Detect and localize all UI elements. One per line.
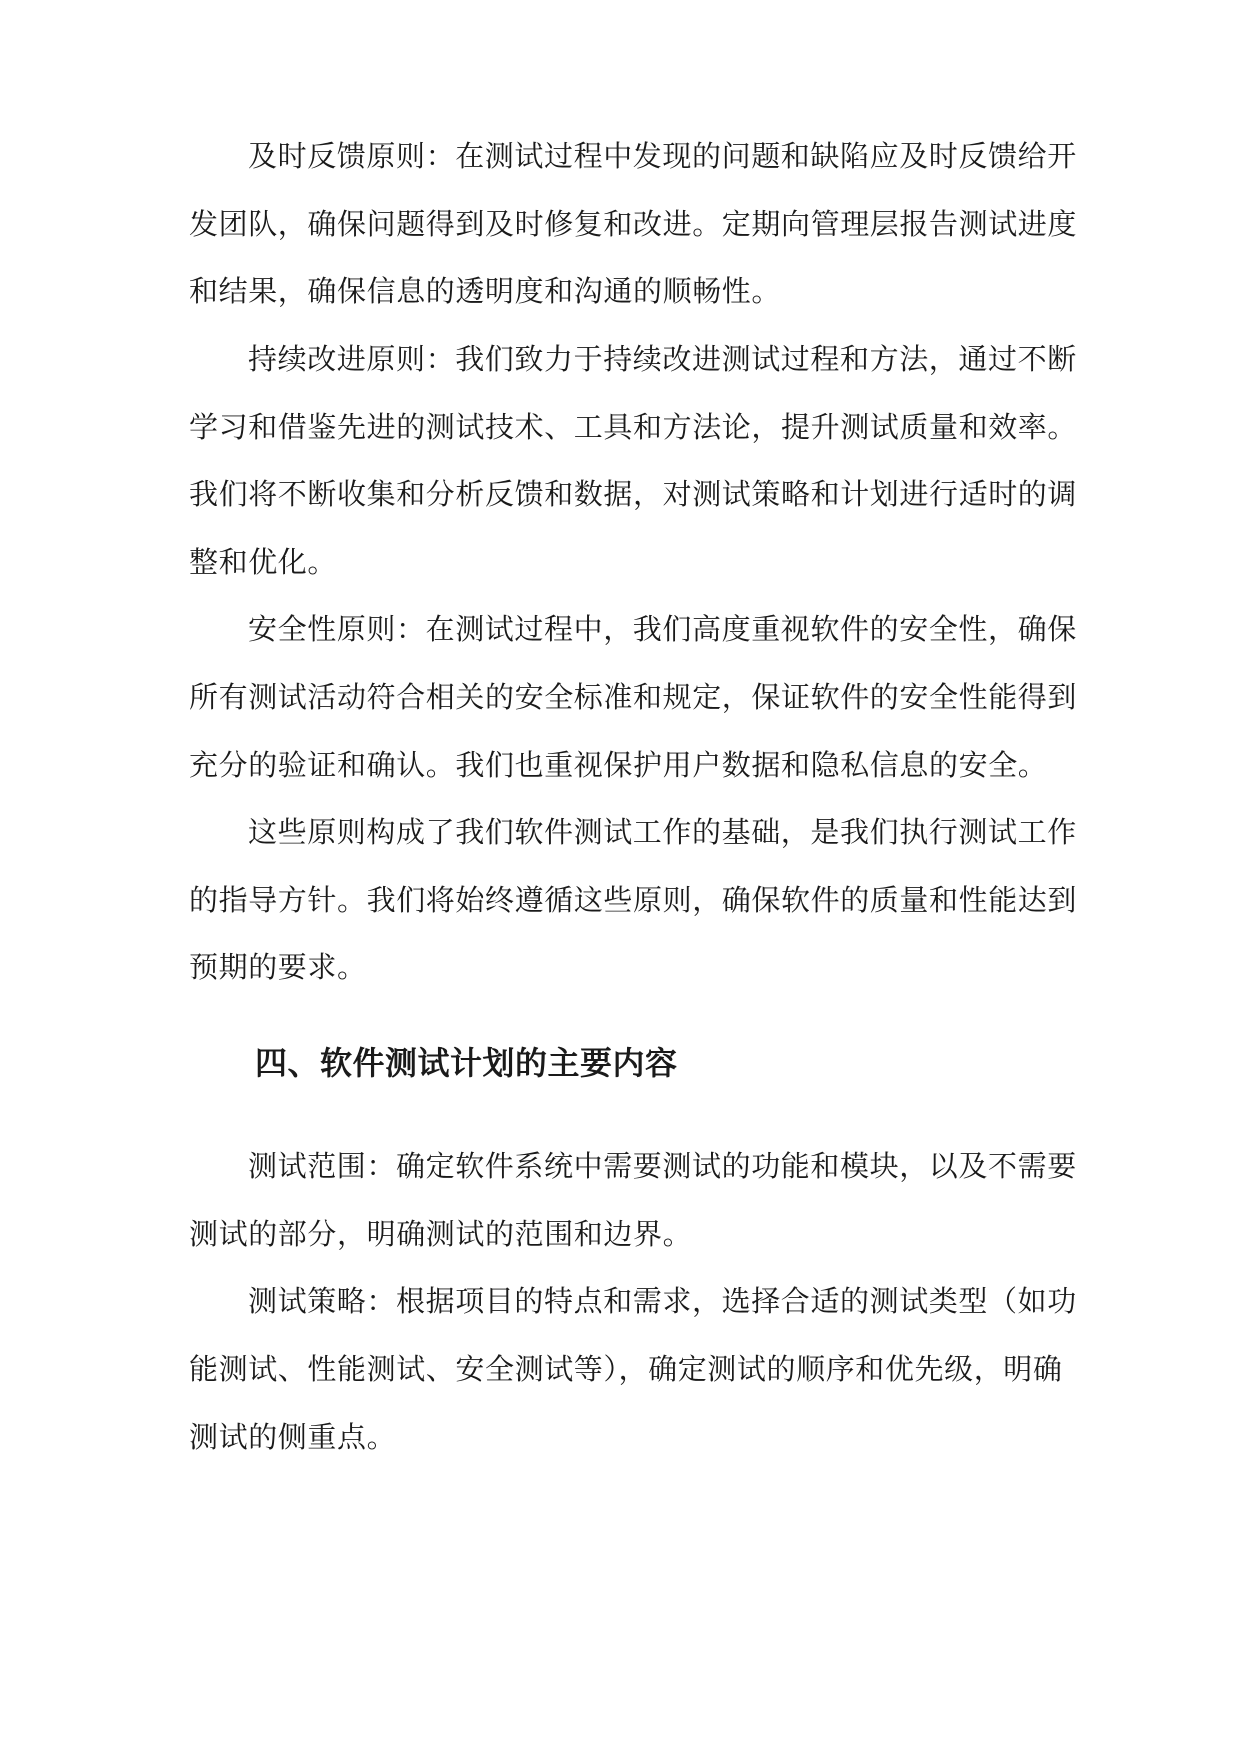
paragraph-line: 的指导方针。我们将始终遵循这些原则，确保软件的质量和性能达到 (189, 883, 1078, 917)
paragraph-line: 测试的部分，明确测试的范围和边界。 (189, 1217, 693, 1251)
paragraph-line: 安全性原则：在测试过程中，我们高度重视软件的安全性，确保 (248, 612, 1077, 646)
paragraph-line: 发团队，确保问题得到及时修复和改进。定期向管理层报告测试进度 (189, 207, 1078, 241)
paragraph-line: 测试范围：确定软件系统中需要测试的功能和模块，以及不需要 (248, 1149, 1077, 1183)
paragraph-line: 能测试、性能测试、安全测试等），确定测试的顺序和优先级，明确 (189, 1352, 1063, 1386)
paragraph-line: 所有测试活动符合相关的安全标准和规定，保证软件的安全性能得到 (189, 680, 1078, 714)
paragraph-line: 测试策略：根据项目的特点和需求，选择合适的测试类型（如功 (248, 1284, 1077, 1318)
paragraph-line: 持续改进原则：我们致力于持续改进测试过程和方法，通过不断 (248, 342, 1077, 376)
paragraph-line: 我们将不断收集和分析反馈和数据，对测试策略和计划进行适时的调 (189, 477, 1078, 511)
paragraph-line: 预期的要求。 (189, 950, 367, 984)
paragraph-line: 及时反馈原则：在测试过程中发现的问题和缺陷应及时反馈给开 (248, 139, 1077, 173)
paragraph-line: 充分的验证和确认。我们也重视保护用户数据和隐私信息的安全。 (189, 748, 1048, 782)
paragraph-line: 和结果，确保信息的透明度和沟通的顺畅性。 (189, 274, 782, 308)
paragraph-line: 这些原则构成了我们软件测试工作的基础，是我们执行测试工作 (248, 815, 1077, 849)
paragraph-line: 整和优化。 (189, 545, 338, 579)
paragraph-line: 学习和借鉴先进的测试技术、工具和方法论，提升测试质量和效率。 (189, 410, 1078, 444)
paragraph-line: 测试的侧重点。 (189, 1420, 397, 1454)
section-heading: 四、软件测试计划的主要内容 (255, 1044, 678, 1082)
